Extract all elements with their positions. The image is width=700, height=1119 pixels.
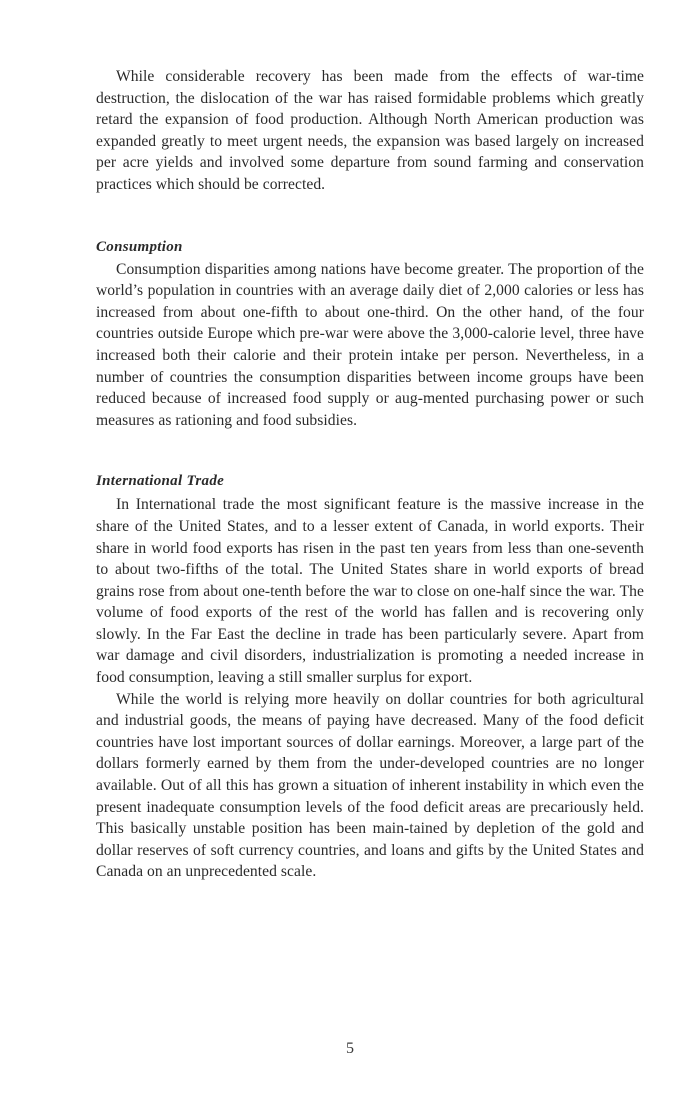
trade-paragraph-1: In International trade the most significant feature is the massive increase in the share of the United States, and to a lesser extent of Canada, in world exports. Their share in world food exports has risen in the past ten years from less than one-seventh to about two-fifths of the total. The United States share in world exports of bread grains rose from about one-tenth before the war to close on one-half since the war. The volume of food exports of the rest of the world has fallen and is recovering only slowly. In the Far East the decline in trade has been particularly severe. Apart from war damage and civil disorders, industrialization is promoting a needed increase in food consumption, leaving a still smaller surplus for export. bbox=[96, 496, 644, 687]
document-page bbox=[96, 66, 644, 883]
consumption-heading: Consumption bbox=[96, 238, 183, 255]
page-number: 5 bbox=[346, 1040, 354, 1057]
international-trade-heading: International Trade bbox=[96, 473, 225, 490]
trade-paragraph-2: While the world is relying more heavily on dollar countries for both agricultural and industrial goods, the means of paying have decreased. Many of the food deficit countries have lost important sources of dollar earnings. Moreover, a large part of the dollars formerly earned by them from the under-developed countries are no longer available. Out of all this has grown a situation of inherent instability in which even the present inadequate consumption levels of the food deficit areas are precariously held. This basically unstable position has been main-tained by depletion of the gold and dollar reserves of soft currency countries, and loans and gifts by the United States and Canada on an unprecedented scale. bbox=[96, 690, 644, 881]
section-spacer bbox=[96, 431, 644, 471]
intro-paragraph: While considerable recovery has been made from the effects of war-time destruction, the dislocation of the war has raised formidable problems which greatly retard the expansion of food production. Although North American production was expanded greatly to meet urgent needs, the expansion was based largely on increased per acre yields and involved some departure from sound farming and conservation practices which should be corrected. bbox=[96, 68, 644, 193]
section-spacer bbox=[96, 196, 644, 237]
consumption-paragraph: Consumption disparities among nations have become greater. The proportion of the world’s population in countries with an average daily diet of 2,000 calories or less has increased from about one-fifth to about one-third. On the other hand, of the four countries outside Europe which pre-war were above the 3,000-calorie level, three have increased both their calorie and their protein intake per person. Nevertheless, in a number of countries the consumption disparities between income groups have been reduced because of increased food supply or aug-mented purchasing power or such measures as rationing and food subsidies. bbox=[96, 260, 644, 429]
